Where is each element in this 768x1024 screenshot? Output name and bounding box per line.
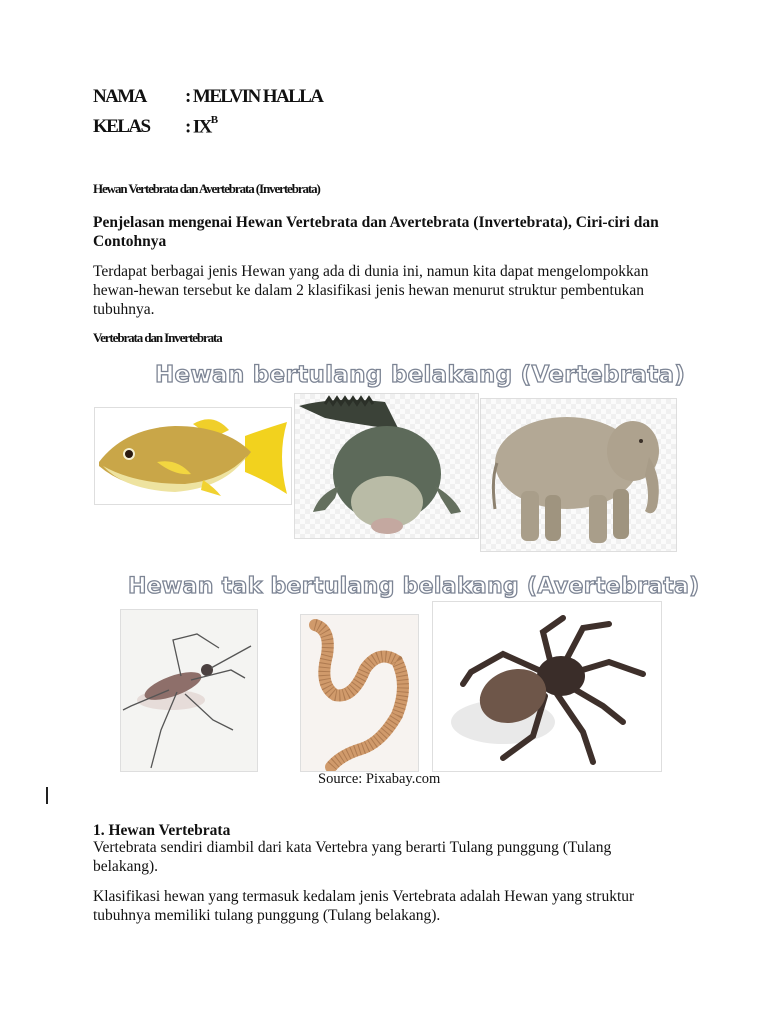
spider-image <box>432 601 662 772</box>
crocodile-image <box>294 393 479 539</box>
earthworm-image <box>300 614 419 772</box>
main-heading: Penjelasan mengenai Hewan Vertebrata dan Avertebrata (Invertebrata), Ciri-ciri dan Contohnya <box>93 214 659 250</box>
fish-image <box>94 407 292 505</box>
elephant-illustration <box>481 399 676 551</box>
mosquito-image <box>120 609 258 772</box>
class-value-text: : IX <box>185 116 211 138</box>
earthworm-illustration <box>301 615 418 771</box>
fish-illustration <box>95 408 291 504</box>
source-caption: Source: Pixabay.com <box>318 771 441 787</box>
elephant-image <box>480 398 677 552</box>
section-1-paragraph-1: Vertebrata sendiri diambil dari kata Vertebra yang berarti Tulang punggung (Tulang belakang). <box>93 839 612 875</box>
intro-paragraph: Terdapat berbagai jenis Hewan yang ada di dunia ini, namun kita dapat mengelompokkan hewan-hewan tersebut ke dalam 2 klasifikasi jenis hewan menurut struktur pembentukan tubuhnya. <box>93 263 649 318</box>
class-label: KELAS <box>93 116 150 137</box>
name-label: NAMA <box>93 86 146 107</box>
vertebrate-title: Hewan bertulang belakang (Vertebrata) <box>155 362 686 388</box>
small-heading-topic: Hewan Vertebrata dan Avertebrata (Invertebrata) <box>93 181 320 196</box>
section-1-heading: 1. Hewan Vertebrata <box>93 822 231 839</box>
spider-illustration <box>433 602 661 771</box>
class-value <box>185 116 218 138</box>
small-heading-classification: Vertebrata dan Invertebrata <box>93 330 222 345</box>
section-1-paragraph-2: Klasifikasi hewan yang termasuk kedalam jenis Vertebrata adalah Hewan yang struktur tubuhnya memiliki tulang punggung (Tulang belakang). <box>93 888 635 924</box>
text-cursor <box>46 787 48 804</box>
mosquito-illustration <box>121 610 257 771</box>
name-value: : MELVIN HALLA <box>185 86 323 107</box>
class-superscript: B <box>210 114 219 126</box>
invertebrate-title: Hewan tak bertulang belakang (Avertebrata) <box>128 574 700 599</box>
crocodile-illustration <box>295 394 478 538</box>
